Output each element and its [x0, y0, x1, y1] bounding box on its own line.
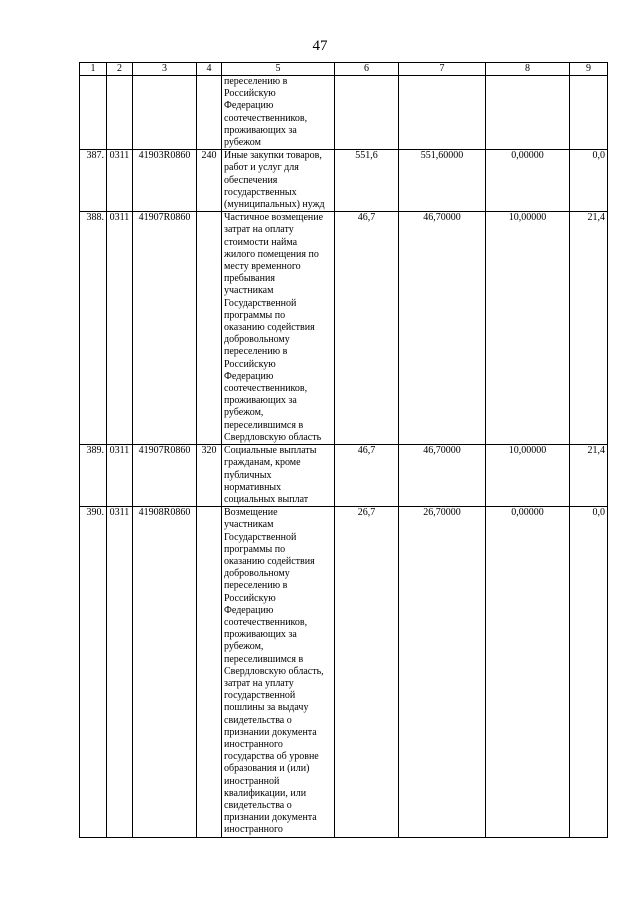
- executed-value: [486, 76, 570, 150]
- target-code: [133, 76, 197, 150]
- percent-value: 21,4: [570, 212, 608, 445]
- approved-value: 46,70000: [399, 212, 486, 445]
- column-header: 3: [133, 63, 197, 76]
- section-code: [107, 76, 133, 150]
- page-number: 47: [312, 38, 328, 54]
- column-header: 7: [399, 63, 486, 76]
- table-row: [80, 212, 608, 445]
- plan-value: 26,7: [335, 507, 399, 837]
- plan-value: 46,7: [335, 212, 399, 445]
- table-row: [80, 507, 608, 837]
- target-code: 41908R0860: [133, 507, 197, 837]
- expense-type: 240: [197, 150, 222, 212]
- plan-value: [335, 76, 399, 150]
- row-number: 388.: [80, 212, 107, 445]
- column-header: 1: [80, 63, 107, 76]
- section-code: 0311: [107, 507, 133, 837]
- table-row: [80, 150, 608, 212]
- percent-value: 21,4: [570, 445, 608, 507]
- percent-value: 0,0: [570, 507, 608, 837]
- column-header: 6: [335, 63, 399, 76]
- table-row: [80, 76, 608, 150]
- item-name: Социальные выплаты гражданам, кроме публичных нормативных социальных выплат: [222, 445, 335, 507]
- approved-value: 46,70000: [399, 445, 486, 507]
- executed-value: 0,00000: [486, 507, 570, 837]
- target-code: 41907R0860: [133, 212, 197, 445]
- approved-value: [399, 76, 486, 150]
- item-name: переселению в Российскую Федерацию соотечественников, проживающих за рубежом: [222, 76, 335, 150]
- table-row: [80, 445, 608, 507]
- percent-value: [570, 76, 608, 150]
- row-number: 390.: [80, 507, 107, 837]
- item-name: Частичное возмещение затрат на оплату стоимости найма жилого помещения по месту временного пребывания участникам Государственной программы по оказанию содействия добровольному переселению в Российскую Федерацию соотечественников, проживающих за рубежом, переселившимся в Свердловскую область: [222, 212, 335, 445]
- section-code: 0311: [107, 150, 133, 212]
- column-header: 4: [197, 63, 222, 76]
- target-code: 41903R0860: [133, 150, 197, 212]
- expense-type: [197, 76, 222, 150]
- plan-value: 46,7: [335, 445, 399, 507]
- row-number: 389.: [80, 445, 107, 507]
- approved-value: 551,60000: [399, 150, 486, 212]
- plan-value: 551,6: [335, 150, 399, 212]
- executed-value: 0,00000: [486, 150, 570, 212]
- budget-table: [79, 62, 608, 838]
- target-code: 41907R0860: [133, 445, 197, 507]
- expense-type: 320: [197, 445, 222, 507]
- row-number: 387.: [80, 150, 107, 212]
- item-name: Возмещение участникам Государственной программы по оказанию содействия добровольному переселению в Российскую Федерацию соотечественников, проживающих за рубежом, переселившимся в Свердловскую область, затрат на уплату государственной пошлины за выдачу свидетельства о признании документа иностранного государства об уровне образования и (или) иностранной квалификации, или свидетельства о признании документа иностранного: [222, 507, 335, 837]
- approved-value: 26,70000: [399, 507, 486, 837]
- expense-type: [197, 507, 222, 837]
- table-header-row: [80, 63, 608, 76]
- column-header: 8: [486, 63, 570, 76]
- column-header: 2: [107, 63, 133, 76]
- item-name: Иные закупки товаров, работ и услуг для обеспечения государственных (муниципальных) нужд: [222, 150, 335, 212]
- executed-value: 10,00000: [486, 445, 570, 507]
- section-code: 0311: [107, 212, 133, 445]
- row-number: [80, 76, 107, 150]
- percent-value: 0,0: [570, 150, 608, 212]
- column-header: 9: [570, 63, 608, 76]
- expense-type: [197, 212, 222, 445]
- executed-value: 10,00000: [486, 212, 570, 445]
- section-code: 0311: [107, 445, 133, 507]
- column-header: 5: [222, 63, 335, 76]
